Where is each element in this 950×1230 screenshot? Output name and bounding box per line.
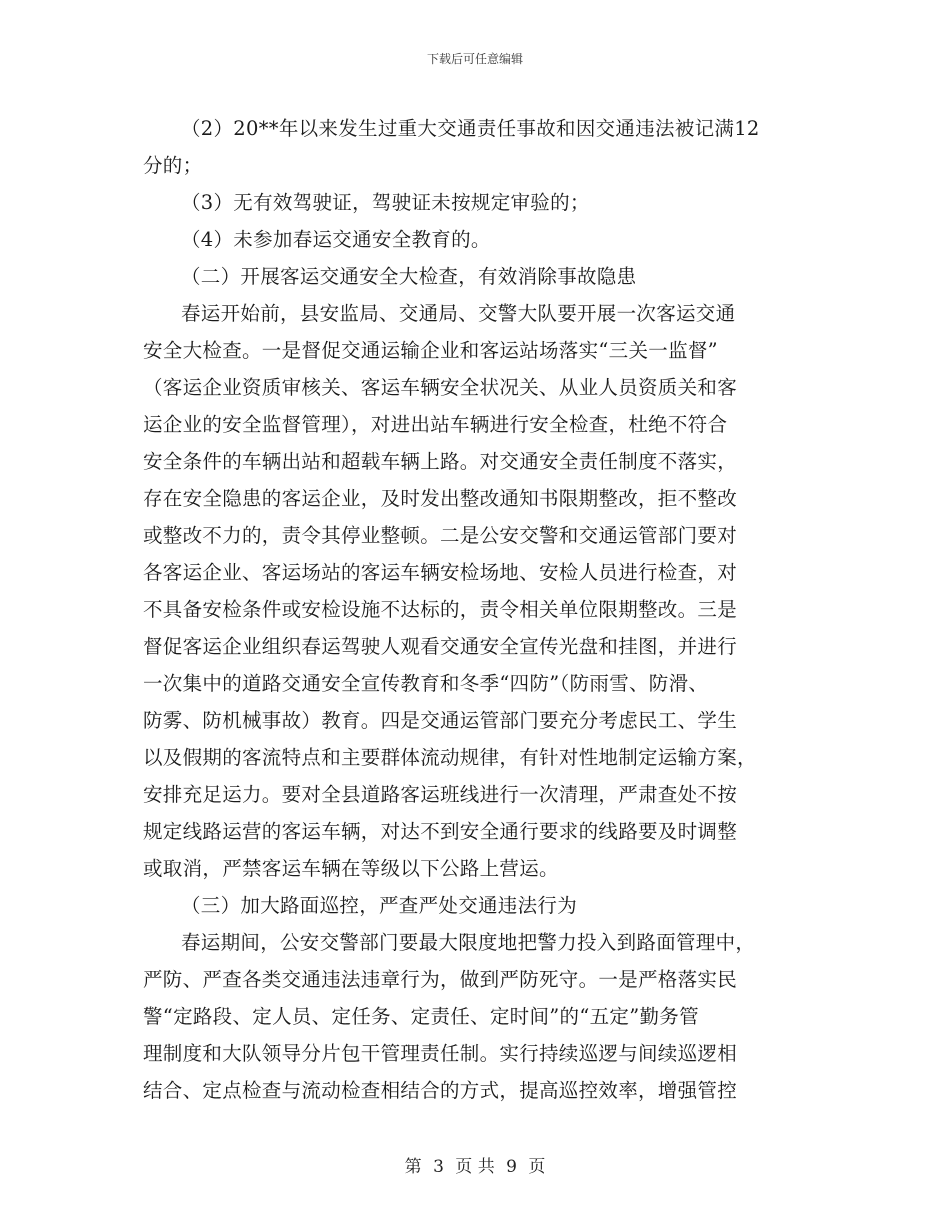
body-line: 安全大检查。一是督促交通运输企业和客运站场落实“三关一监督” bbox=[143, 339, 718, 362]
body-line: 安排充足运力。要对全县道路客运班线进行一次清理，严肃查处不按 bbox=[143, 783, 738, 806]
body-line: （4）未参加春运交通安全教育的。 bbox=[181, 228, 491, 251]
body-line: 警“定路段、定人员、定任务、定责任、定时间”的“五定”勤务管 bbox=[143, 1005, 699, 1028]
body-line: 一次集中的道路交通安全宣传教育和冬季“四防”（防雨雪、防滑、 bbox=[143, 672, 709, 695]
body-line: 不具备安检条件或安检设施不达标的，责令相关单位限期整改。三是 bbox=[143, 598, 738, 621]
body-line: 春运开始前，县安监局、交通局、交警大队要开展一次客运交通 bbox=[181, 302, 736, 325]
body-line: 督促客运企业组织春运驾驶人观看交通安全宣传光盘和挂图，并进行 bbox=[143, 635, 738, 658]
footer-page-total: 9 bbox=[506, 1157, 517, 1177]
body-line: 以及假期的客流特点和主要群体流动规律，有针对性地制定运输方案， bbox=[143, 746, 757, 769]
body-line: 结合、定点检查与流动检查相结合的方式，提高巡控效率，增强管控 bbox=[143, 1079, 738, 1102]
body-line: （3）无有效驾驶证，驾驶证未按规定审验的； bbox=[181, 191, 590, 214]
body-line: 各客运企业、客运场站的客运车辆安检场地、安检人员进行检查，对 bbox=[143, 561, 738, 584]
body-line: 规定线路运营的客运车辆，对达不到安全通行要求的线路要及时调整 bbox=[143, 820, 738, 843]
footer-prefix: 第 bbox=[404, 1157, 422, 1177]
body-line: 或整改不力的，责令其停业整顿。二是公安交警和交通运管部门要对 bbox=[143, 524, 738, 547]
body-line: 分的； bbox=[143, 154, 203, 177]
body-line: 或取消，严禁客运车辆在等级以下公路上营运。 bbox=[143, 857, 559, 880]
body-line: 存在安全隐患的客运企业，及时发出整改通知书限期整改，拒不整改 bbox=[143, 487, 738, 510]
page-footer bbox=[0, 1152, 950, 1177]
body-line: 运企业的安全监督管理），对进出站车辆进行安全检查，杜绝不符合 bbox=[143, 413, 728, 436]
body-line: 春运期间，公安交警部门要最大限度地把警力投入到路面管理中， bbox=[181, 931, 756, 954]
body-line: 防雾、防机械事故）教育。四是交通运管部门要充分考虑民工、学生 bbox=[143, 709, 738, 732]
page-header: 下载后可任意编辑 bbox=[426, 52, 523, 66]
footer-page-number: 3 bbox=[433, 1157, 444, 1177]
body-line: 安全条件的车辆出站和超载车辆上路。对交通安全责任制度不落实， bbox=[143, 450, 738, 473]
body-line: 严防、严查各类交通违法违章行为，做到严防死守。一是严格落实民 bbox=[143, 968, 738, 991]
body-line: （二）开展客运交通安全大检查，有效消除事故隐患 bbox=[181, 265, 637, 288]
footer-middle: 页 共 bbox=[455, 1157, 495, 1177]
body-line: 理制度和大队领导分片包干管理责任制。实行持续巡逻与间续巡逻相 bbox=[143, 1042, 738, 1065]
footer-suffix: 页 bbox=[528, 1157, 546, 1177]
document-body bbox=[143, 110, 803, 1109]
body-line: （客运企业资质审核关、客运车辆安全状况关、从业人员资质关和客 bbox=[143, 376, 738, 399]
body-line: （2）20**年以来发生过重大交通责任事故和因交通违法被记满12 bbox=[181, 117, 760, 140]
body-line: （三）加大路面巡控，严查严处交通违法行为 bbox=[181, 894, 578, 917]
